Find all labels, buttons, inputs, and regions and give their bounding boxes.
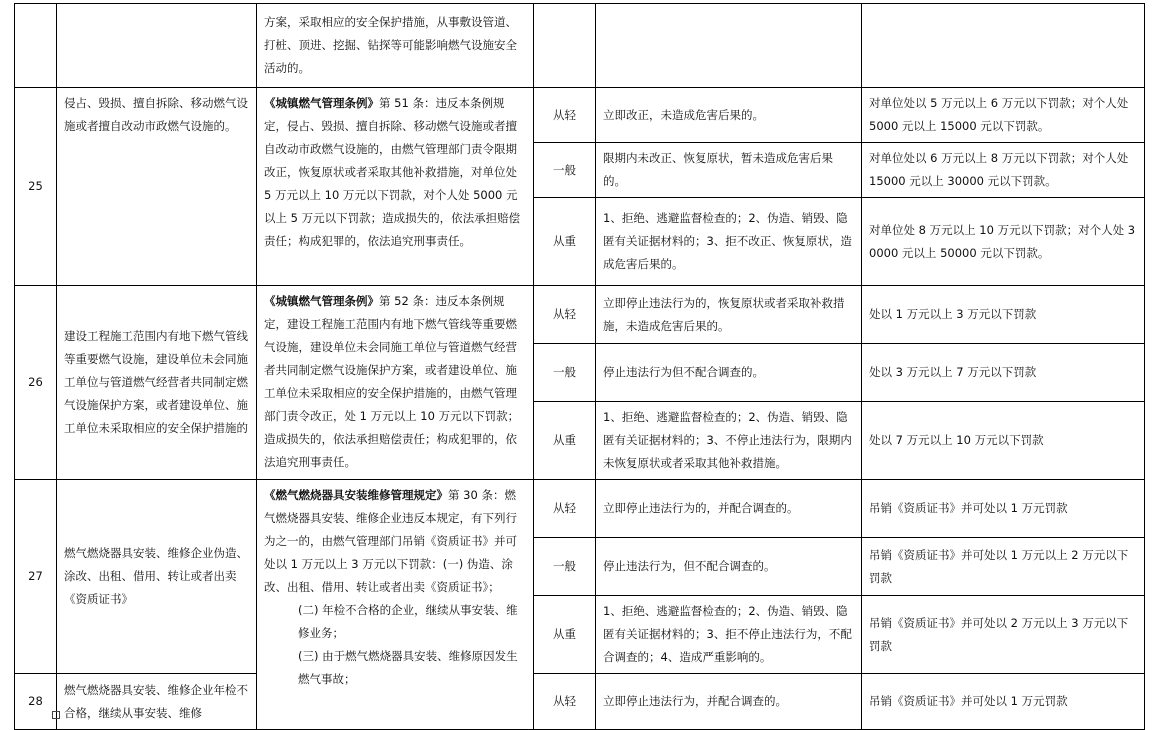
legal-basis <box>257 88 534 286</box>
circumstance: 1、拒绝、逃避监督检查的；2、伪造、销毁、隐匿有关证据材料的；3、拒不停止违法行为，不配合调查的；4、造成严重影响的。 <box>596 596 862 674</box>
row-number: 27 <box>15 480 57 674</box>
legal-basis <box>257 4 534 88</box>
basis-text: 方案，采取相应的安全保护措施，从事敷设管道、打桩、顶进、挖掘、钻探等可能影响燃气设施安全活动的。 <box>264 15 517 75</box>
penalty <box>862 4 1145 88</box>
basis-text: 第 51 条：违反本条例规定，侵占、毁损、擅自拆除、移动燃气设施或者擅自改动市政燃气设施的，由燃气管理部门责令限期改正，恢复原状或者采取其他补救措施，对单位处 5 万元以上 10 万元以下罚款，对个人处 5000 元以上 5 万元以下罚款；造成损失的，依法承担赔偿责任；构成犯罪的，依法追究刑事责任。 <box>264 96 521 248</box>
basis-text: 第 52 条：违反本条例规定，建设工程施工范围内有地下燃气管线等重要燃气设施，建设单位未会同施工单位与管道燃气经营者共同制定燃气设施保护方案，或者建设单位、施工单位未采取相应的安全保护措施的，由燃气管理部门责令改正，处 1 万元以上 10 万元以下罚款；造成损失的，依法承担赔偿责任；构成犯罪的，依法追究刑事责任。 <box>264 294 520 469</box>
table-row <box>15 286 1145 344</box>
discretion-level: 从轻 <box>534 674 596 730</box>
circumstance: 限期内未改正、恢复原状，暂未造成危害后果的。 <box>596 143 862 198</box>
table-row <box>15 88 1145 143</box>
penalty-standards-table <box>14 3 1145 730</box>
violation-behavior: 建设工程施工范围内有地下燃气管线等重要燃气设施，建设单位未会同施工单位与管道燃气经营者共同制定燃气设施保护方案，或者建设单位、施工单位未采取相应的安全保护措施的 <box>57 286 257 480</box>
table-row <box>15 480 1145 538</box>
penalty: 吊销《资质证书》并可处以 1 万元以上 2 万元以下罚款 <box>862 538 1145 596</box>
penalty: 吊销《资质证书》并可处以 2 万元以上 3 万元以下罚款 <box>862 596 1145 674</box>
circumstance: 立即停止违法行为的，并配合调查的。 <box>596 480 862 538</box>
discretion-level: 从轻 <box>534 480 596 538</box>
violation-behavior: 燃气燃烧器具安装、维修企业伪造、涂改、出租、借用、转让或者出卖《资质证书》 <box>57 480 257 674</box>
penalty: 吊销《资质证书》并可处以 1 万元罚款 <box>862 480 1145 538</box>
table-row <box>15 674 1145 730</box>
circumstance: 立即停止违法行为的，恢复原状或者采取补救措施，未造成危害后果的。 <box>596 286 862 344</box>
penalty: 处以 7 万元以上 10 万元以下罚款 <box>862 402 1145 480</box>
circumstance: 停止违法行为但不配合调查的。 <box>596 344 862 402</box>
discretion-level: 从轻 <box>534 88 596 143</box>
row-number: 28 <box>15 674 57 730</box>
violation-behavior: 侵占、毁损、擅自拆除、移动燃气设施或者擅自改动市政燃气设施的。 <box>57 88 257 286</box>
basis-item-2: (二) 年检不合格的企业，继续从事安装、维修业务； <box>298 603 518 640</box>
circumstance: 立即停止违法行为，并配合调查的。 <box>596 674 862 730</box>
circumstance: 1、拒绝、逃避监督检查的；2、伪造、销毁、隐匿有关证据材料的；3、不停止违法行为，限期内未恢复原状或者采取其他补救措施。 <box>596 402 862 480</box>
discretion-level <box>534 4 596 88</box>
penalty: 处以 1 万元以上 3 万元以下罚款 <box>862 286 1145 344</box>
discretion-level: 从轻 <box>534 286 596 344</box>
regulation-title: 《燃气燃烧器具安装维修管理规定》 <box>264 488 448 502</box>
row-number: 25 <box>15 88 57 286</box>
paragraph-mark <box>52 711 60 719</box>
violation-behavior: 燃气燃烧器具安装、维修企业年检不合格，继续从事安装、维修 <box>57 674 257 730</box>
row-number: 26 <box>15 286 57 480</box>
discretion-level: 一般 <box>534 143 596 198</box>
legal-basis <box>257 480 534 730</box>
discretion-level: 从重 <box>534 198 596 286</box>
legal-basis <box>257 286 534 480</box>
discretion-level: 从重 <box>534 596 596 674</box>
penalty: 吊销《资质证书》并可处以 1 万元罚款 <box>862 674 1145 730</box>
discretion-level: 从重 <box>534 402 596 480</box>
basis-text: 第 30 条：燃气燃烧器具安装、维修企业违反本规定，有下列行为之一的，由燃气管理部门吊销《资质证书》并可处以 1 万元以上 3 万元以下罚款：(一) 伪造、涂改、出租、借用、转让或者出卖《资质证书》； <box>264 488 517 594</box>
penalty: 对单位处以 6 万元以上 8 万元以下罚款；对个人处 15000 元以上 30000 元以下罚款。 <box>862 143 1145 198</box>
penalty: 处以 3 万元以上 7 万元以下罚款 <box>862 344 1145 402</box>
circumstance: 立即改正，未造成危害后果的。 <box>596 88 862 143</box>
basis-item-3: (三) 由于燃气燃烧器具安装、维修原因发生燃气事故； <box>298 649 518 686</box>
circumstance: 停止违法行为，但不配合调查的。 <box>596 538 862 596</box>
table-row <box>15 4 1145 88</box>
discretion-level: 一般 <box>534 344 596 402</box>
row-number <box>15 4 57 88</box>
penalty: 对单位处以 5 万元以上 6 万元以下罚款；对个人处 5000 元以上 15000 元以下罚款。 <box>862 88 1145 143</box>
circumstance <box>596 4 862 88</box>
discretion-level: 一般 <box>534 538 596 596</box>
circumstance: 1、拒绝、逃避监督检查的；2、伪造、销毁、隐匿有关证据材料的；3、拒不改正、恢复原状，造成危害后果的。 <box>596 198 862 286</box>
regulation-title: 《城镇燃气管理条例》 <box>264 294 379 308</box>
penalty: 对单位处 8 万元以上 10 万元以下罚款；对个人处 30000 元以上 50000 元以下罚款。 <box>862 198 1145 286</box>
violation-behavior <box>57 4 257 88</box>
regulation-title: 《城镇燃气管理条例》 <box>264 96 379 110</box>
